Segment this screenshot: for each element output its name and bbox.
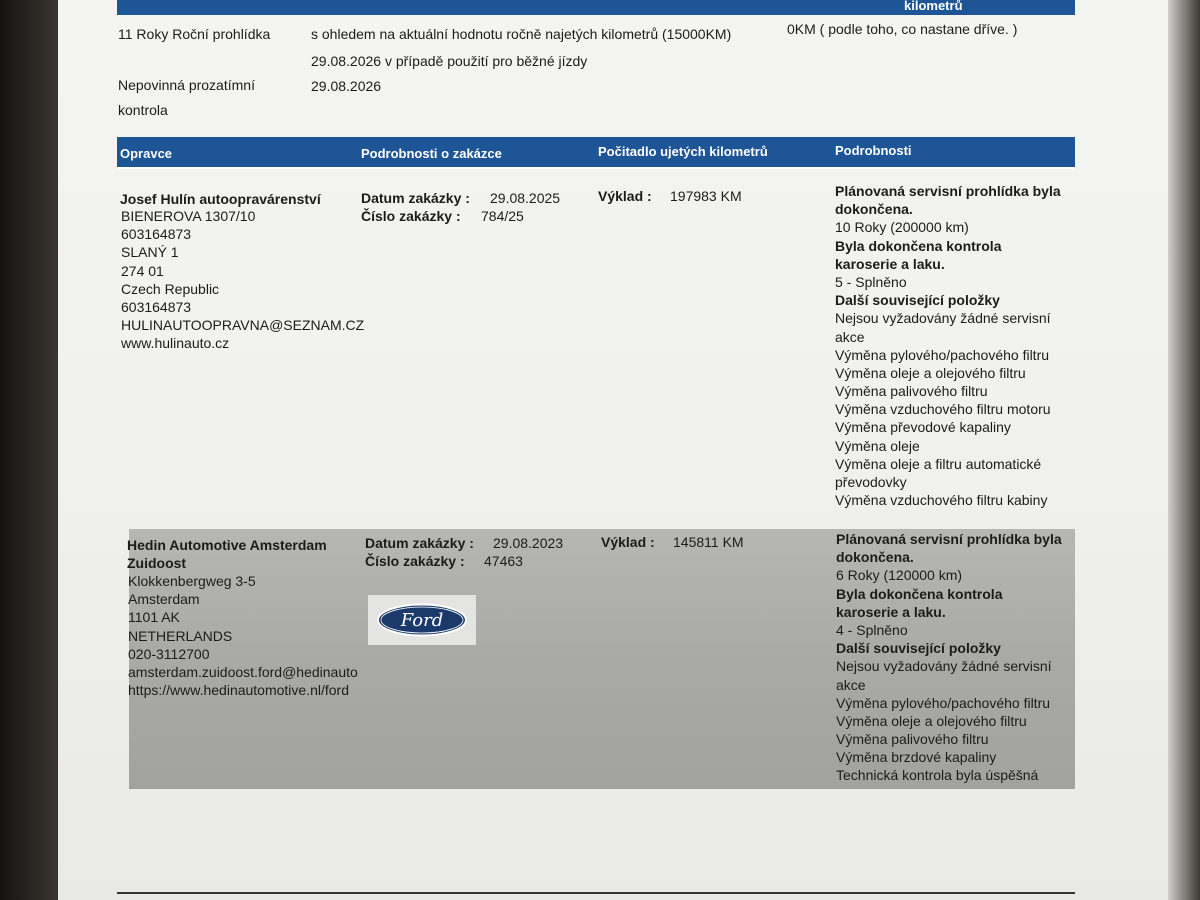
row2-label-line1: Nepovinná prozatímní [118,77,255,93]
record1-details [835,182,1061,509]
record2-address [128,572,358,699]
detail-line: 5 - Splněno [835,273,907,290]
detail-line: Výměna oleje a olejového filtru [836,712,1027,729]
history-table-header [117,137,1075,169]
detail-line: Plánovaná servisní prohlídka byla [836,531,1062,547]
footer-rule [117,892,1075,894]
address-line: Czech Republic [121,280,220,297]
record2-order-no: 47463 [484,553,523,569]
row1-km: 0KM ( podle toho, co nastane dříve. ) [787,21,1018,37]
record1-date: 29.08.2025 [490,190,561,206]
detail-line: Byla dokončena kontrola [835,237,1002,254]
row2-label-line2: kontrola [118,102,168,118]
record1-reading-label: Výklad : [598,188,652,204]
address-line: 603164873 [121,226,192,243]
detail-line: karoserie a laku. [836,603,946,620]
ford-logo [368,595,476,645]
background-left-edge [0,0,58,900]
address-line: www.hulinauto.cz [121,335,230,352]
detail-line: dokončena. [836,549,914,566]
background-right-edge [1168,0,1200,900]
address-line: amsterdam.zuidoost.ford@hedinauto [128,663,358,680]
detail-line: Výměna pylového/pachového filtru [836,694,1051,711]
record1-address [121,207,364,353]
detail-line: akce [836,676,866,693]
header-repairer: Opravce [120,146,173,161]
record1-order-label: Číslo zakázky : [361,208,461,224]
detail-line: Nejsou vyžadovány žádné servisní [836,658,1052,675]
header-order-details: Podrobnosti o zakázce [361,146,502,161]
ford-logo-text: Ford [400,610,444,631]
detail-line: 6 Roky (120000 km) [836,567,963,584]
detail-line: Výměna oleje a filtru automatické [835,455,1042,472]
address-line: HULINAUTOOPRAVNA@SEZNAM.CZ [121,317,365,334]
detail-line: Výměna oleje a olejového filtru [835,364,1026,381]
detail-line: Výměna brzdové kapaliny [836,749,997,766]
detail-line: Další související položky [836,640,1001,657]
detail-line: 10 Roky (200000 km) [835,219,969,236]
record2-repairer-name-line1: Hedin Automotive Amsterdam [127,537,327,553]
record1-reading: 197983 KM [670,188,742,204]
address-line: 020-3112700 [128,645,210,662]
detail-line: Výměna vzduchového filtru motoru [835,401,1051,418]
detail-line: Technická kontrola byla úspěšná [836,767,1039,784]
address-line: 1101 AK [128,609,180,626]
top-table-header-bar [117,0,1075,15]
detail-line: převodovky [835,474,907,490]
record2-details [836,530,1062,785]
record2-reading: 145811 KM [673,534,744,550]
detail-line: Byla dokončena kontrola [836,585,1003,602]
record2-order-label: Číslo zakázky : [365,553,465,569]
detail-line: Výměna převodové kapaliny [835,419,1011,436]
top-header-fragment: kilometrů [904,0,963,13]
row2-date: 29.08.2026 [311,78,382,94]
address-line: BIENEROVA 1307/10 [121,208,256,224]
address-line: https://www.hedinautomotive.nl/ford [128,682,350,699]
detail-line: Plánovaná servisní prohlídka byla [835,183,1061,199]
address-line: Klokkenbergweg 3-5 [128,573,256,589]
row1-detail-line1: s ohledem na aktuální hodnotu ročně najetých kilometrů (15000KM) [311,26,732,42]
address-line: 603164873 [121,298,192,315]
detail-line: Výměna palivového filtru [836,731,989,748]
detail-line: Výměna vzduchového filtru kabiny [835,492,1048,509]
row1-label: 11 Roky Roční prohlídka [118,26,271,42]
detail-line: 4 - Splněno [836,621,908,638]
detail-line: Nejsou vyžadovány žádné servisní [835,310,1051,327]
row1-detail-line2: 29.08.2026 v případě použití pro běžné jízdy [311,53,588,69]
record2-repairer-name-line2: Zuidoost [127,555,187,571]
record2-date-label: Datum zakázky : [365,535,474,551]
detail-line: akce [835,328,865,345]
record1-order-no: 784/25 [481,208,524,224]
detail-line: Výměna palivového filtru [835,383,988,400]
detail-line: Další související položky [835,292,1000,309]
header-details: Podrobnosti [835,143,912,158]
record1-date-label: Datum zakázky : [361,190,470,206]
record1-repairer-name: Josef Hulín autoopravárenství [120,191,321,207]
address-line: Amsterdam [128,591,200,608]
detail-line: dokončena. [835,201,913,218]
ford-logo-icon [368,595,476,645]
detail-line: Výměna pylového/pachového filtru [835,346,1050,363]
address-line: SLANÝ 1 [121,244,179,261]
detail-line: karoserie a laku. [835,255,945,272]
detail-line: Výměna oleje [835,437,920,454]
record2-reading-label: Výklad : [601,534,655,550]
address-line: 274 01 [121,262,164,279]
address-line: NETHERLANDS [128,627,233,644]
record2-date: 29.08.2023 [493,535,564,551]
header-odometer: Počitadlo ujetých kilometrů [598,144,768,159]
